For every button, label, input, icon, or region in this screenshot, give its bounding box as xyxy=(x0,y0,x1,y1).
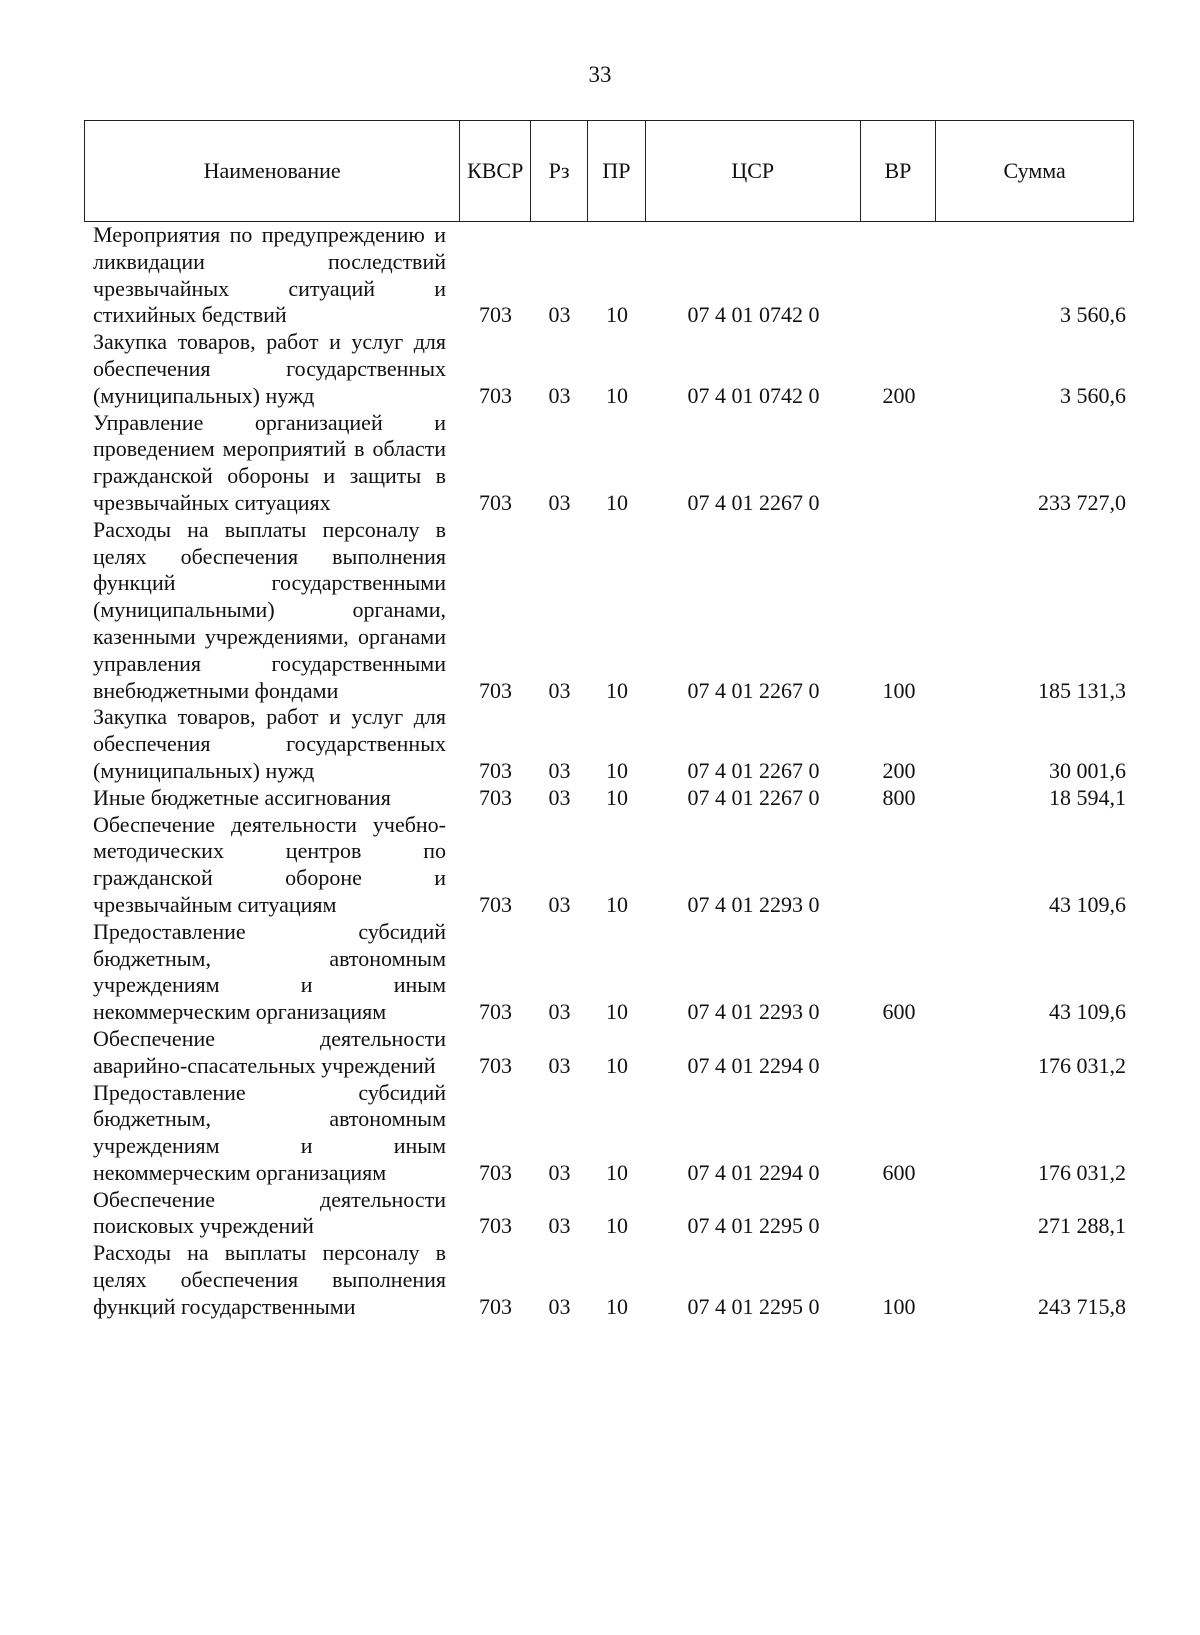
table-header xyxy=(84,120,1134,222)
cell-csr: 07 4 01 2295 0 xyxy=(687,1293,820,1319)
cell-csr: 07 4 01 2294 0 xyxy=(687,1159,820,1185)
cell-vr: 100 xyxy=(882,677,916,703)
cell-sum: 3 560,6 xyxy=(1060,382,1126,408)
cell-vr: 100 xyxy=(882,1293,916,1319)
cell-vr: 800 xyxy=(882,784,916,810)
cell-name: Закупка товаров, работ и услуг для обеспечения государственных (муниципальных) нужд xyxy=(93,329,446,408)
cell-name: Закупка товаров, работ и услуг для обеспечения государственных (муниципальных) нужд xyxy=(93,704,446,783)
cell-name: Предоставление субсидий бюджетным, автономным учреждениям и иным некоммерческим организациям xyxy=(93,1079,446,1185)
cell-kvsr: 703 xyxy=(479,489,512,515)
cell-kvsr: 703 xyxy=(479,999,512,1025)
cell-kvsr: 703 xyxy=(479,757,512,783)
cell-csr: 07 4 01 2293 0 xyxy=(687,891,820,917)
cell-csr: 07 4 01 0742 0 xyxy=(687,302,820,328)
cell-pr: 10 xyxy=(606,382,628,408)
cell-sum: 3 560,6 xyxy=(1060,302,1126,328)
cell-rz: 03 xyxy=(548,1052,571,1078)
cell-vr: 600 xyxy=(882,999,916,1025)
cell-rz: 03 xyxy=(548,1159,571,1185)
cell-rz: 03 xyxy=(548,382,571,408)
cell-rz: 03 xyxy=(548,1213,571,1239)
cell-sum: 18 594,1 xyxy=(1049,784,1126,810)
cell-pr: 10 xyxy=(606,677,628,703)
table-row xyxy=(84,812,1134,919)
cell-kvsr: 703 xyxy=(479,302,512,328)
cell-pr: 10 xyxy=(606,1213,628,1239)
cell-vr: 600 xyxy=(882,1159,916,1185)
cell-sum: 233 727,0 xyxy=(1038,489,1126,515)
cell-name: Обеспечение деятельности аварийно-спасательных учреждений xyxy=(93,1025,446,1078)
header-csr: ЦСР xyxy=(646,121,861,221)
cell-name: Иные бюджетные ассигнования xyxy=(93,784,391,810)
cell-sum: 176 031,2 xyxy=(1038,1159,1126,1185)
header-rz: Рз xyxy=(531,121,588,221)
cell-pr: 10 xyxy=(606,489,628,515)
cell-rz: 03 xyxy=(548,1293,571,1319)
cell-pr: 10 xyxy=(606,1159,628,1185)
cell-pr: 10 xyxy=(606,757,628,783)
cell-name: Управление организацией и проведением мероприятий в области гражданской обороны и защиты в чрезвычайных ситуациях xyxy=(93,409,446,515)
cell-vr: 200 xyxy=(882,757,916,783)
cell-kvsr: 703 xyxy=(479,1213,512,1239)
cell-name: Предоставление субсидий бюджетным, автономным учреждениям и иным некоммерческим организациям xyxy=(93,918,446,1025)
page-number: 33 xyxy=(588,62,612,87)
table-row xyxy=(84,222,1134,329)
cell-name: Расходы на выплаты персоналу в целях обеспечения выполнения функций государственными xyxy=(93,1240,446,1319)
cell-csr: 07 4 01 2267 0 xyxy=(687,677,820,703)
cell-kvsr: 703 xyxy=(479,677,512,703)
cell-kvsr: 703 xyxy=(479,382,512,408)
cell-name: Обеспечение деятельности учебно-методических центров по гражданской обороне и чрезвычайным ситуациям xyxy=(93,811,446,917)
cell-kvsr: 703 xyxy=(479,784,512,810)
cell-sum: 176 031,2 xyxy=(1038,1052,1126,1078)
cell-rz: 03 xyxy=(548,784,571,810)
cell-csr: 07 4 01 2295 0 xyxy=(687,1213,820,1239)
cell-csr: 07 4 01 2267 0 xyxy=(687,757,820,783)
table-row xyxy=(84,517,1134,705)
cell-csr: 07 4 01 2294 0 xyxy=(687,1052,820,1078)
cell-csr: 07 4 01 2293 0 xyxy=(687,999,820,1025)
cell-rz: 03 xyxy=(548,891,571,917)
cell-sum: 43 109,6 xyxy=(1049,999,1126,1025)
cell-pr: 10 xyxy=(606,1293,628,1319)
header-pr: ПР xyxy=(588,121,646,221)
table-row xyxy=(84,1026,1134,1080)
cell-sum: 243 715,8 xyxy=(1038,1293,1126,1319)
table-row xyxy=(84,410,1134,517)
cell-name: Мероприятия по предупреждению и ликвидации последствий чрезвычайных ситуаций и стихийных бедствий xyxy=(93,222,446,328)
cell-rz: 03 xyxy=(548,999,571,1025)
cell-pr: 10 xyxy=(606,891,628,917)
cell-sum: 271 288,1 xyxy=(1038,1213,1126,1239)
cell-rz: 03 xyxy=(548,677,571,703)
table-row xyxy=(84,1080,1134,1187)
header-vr: ВР xyxy=(861,121,937,221)
cell-kvsr: 703 xyxy=(479,1293,512,1319)
cell-kvsr: 703 xyxy=(479,1159,512,1185)
cell-pr: 10 xyxy=(606,302,628,328)
cell-sum: 30 001,6 xyxy=(1049,757,1126,783)
cell-rz: 03 xyxy=(548,489,571,515)
table-row xyxy=(84,329,1134,409)
cell-pr: 10 xyxy=(606,1052,628,1078)
cell-kvsr: 703 xyxy=(479,891,512,917)
table-row xyxy=(84,919,1134,1026)
header-name: Наименование xyxy=(85,121,460,221)
cell-vr: 200 xyxy=(882,382,916,408)
table-row xyxy=(84,1187,1134,1241)
cell-pr: 10 xyxy=(606,999,628,1025)
cell-sum: 185 131,3 xyxy=(1038,677,1126,703)
table-row xyxy=(84,704,1134,784)
cell-csr: 07 4 01 2267 0 xyxy=(687,784,820,810)
cell-rz: 03 xyxy=(548,757,571,783)
table-body xyxy=(84,222,1134,1321)
cell-name: Обеспечение деятельности поисковых учреждений xyxy=(93,1186,446,1239)
table-row xyxy=(84,785,1134,812)
cell-rz: 03 xyxy=(548,302,571,328)
cell-csr: 07 4 01 2267 0 xyxy=(687,489,820,515)
table-row xyxy=(84,1240,1134,1320)
cell-name: Расходы на выплаты персоналу в целях обеспечения выполнения функций государственными (муниципальными) органами, казенными учреждениями, органами управления государственными внебюджетными фондами xyxy=(93,516,446,703)
cell-pr: 10 xyxy=(606,784,628,810)
cell-sum: 43 109,6 xyxy=(1049,891,1126,917)
cell-csr: 07 4 01 0742 0 xyxy=(687,382,820,408)
header-sum: Сумма xyxy=(1003,158,1066,183)
cell-kvsr: 703 xyxy=(479,1052,512,1078)
header-kvsr: КВСР xyxy=(460,121,531,221)
